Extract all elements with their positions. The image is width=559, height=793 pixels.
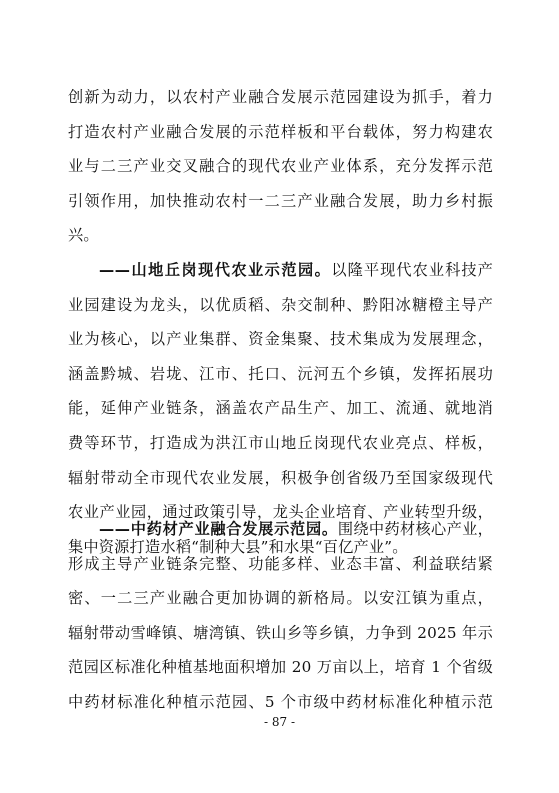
paragraph-1 [68, 80, 493, 253]
text-line: 辐射带动雪峰镇、塘湾镇、铁山乡等乡镇，力争到 2025 年示 [68, 623, 493, 642]
text-run: 围绕中药材核心产业， [337, 520, 494, 538]
section-heading: ——山地丘岗现代农业示范园。 [99, 261, 332, 279]
text-line: 业为核心，以产业集群、资金集聚、技术集成为发展理念， [68, 330, 493, 349]
text-line: 业与二三产业交叉融合的现代农业产业体系，充分发挥示范 [68, 157, 493, 176]
text-line: 创新为动力，以农村产业融合发展示范园建设为抓手，着力 [68, 88, 493, 106]
text-line: 辐射带动全市现代农业发展，积极争创省级乃至国家级现代 [68, 468, 493, 487]
page-number: - 87 - [263, 715, 295, 729]
text-line: 涵盖黔城、岩垅、江市、托口、沅河五个乡镇，发挥拓展功 [68, 364, 493, 383]
text-line: 形成主导产业链条完整、功能多样、业态丰富、利益联结紧 [68, 554, 493, 573]
paragraph-first-line [68, 512, 493, 547]
text-line: 中药材标准化种植示范园、5 个市级中药材标准化种植示范 [68, 692, 493, 711]
text-line: 农业产业园，通过政策引导，龙头企业培育、产业转型升级， [68, 503, 493, 522]
text-line: 范园区标准化种植基地面积增加 20 万亩以上，培育 1 个省级 [68, 658, 493, 677]
text-line: 打造农村产业融合发展的示范样板和平台载体，努力构建农 [68, 122, 493, 141]
paragraph-3 [68, 512, 493, 720]
text-line: 集中资源打造水稻“制种大县”和水果“百亿产业”。 [68, 537, 408, 556]
text-line: 兴。 [68, 226, 99, 245]
text-line: 引领作用，加快推动农村一二三产业融合发展，助力乡村振 [68, 191, 493, 210]
text-line: 业园建设为龙头，以优质稻、杂交制种、黔阳冰糖橙主导产 [68, 295, 493, 314]
text-line: 能，延伸产业链条，涵盖农产品生产、加工、流通、就地消 [68, 399, 493, 418]
section-heading: ——中药材产业融合发展示范园。 [99, 520, 338, 538]
text-line: 密、一二三产业融合更加协调的新格局。以安江镇为重点， [68, 589, 493, 608]
text-run: 以隆平现代农业科技产 [331, 261, 493, 279]
text-line: 费等环节，打造成为洪江市山地丘岗现代农业亮点、样板， [68, 433, 493, 452]
paragraph-first-line [68, 253, 493, 288]
